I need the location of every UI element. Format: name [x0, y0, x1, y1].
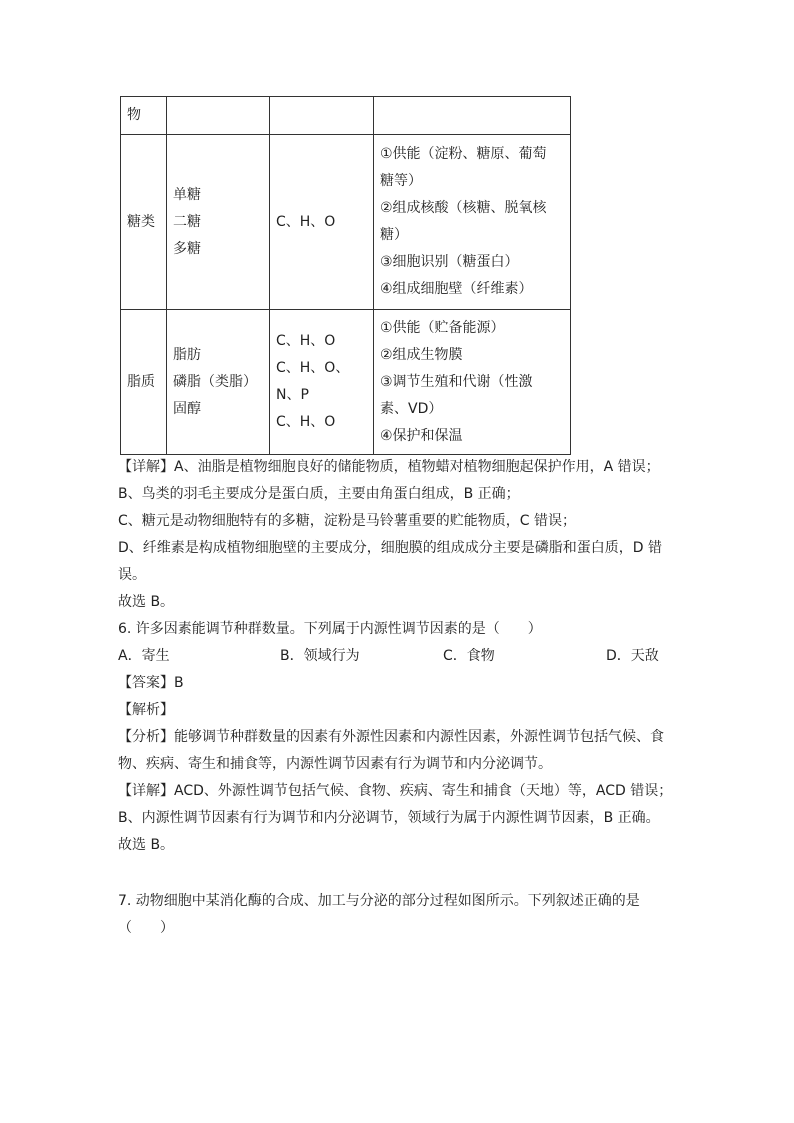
function-item: 糖） [380, 227, 408, 243]
function-item: ③细胞识别（糖蛋白） [380, 254, 519, 270]
organic-compounds-table [120, 96, 571, 455]
detail-line: B、内源性调节因素有行为调节和内分泌调节，领域行为属于内源性调节因素，B 正确。 [118, 810, 660, 826]
table-cell-category: 脂质 [121, 310, 167, 455]
function-item: 素、VD） [380, 400, 443, 417]
function-item: 糖等） [380, 173, 422, 189]
function-item: ②组成核酸（核糖、脱氧核 [380, 200, 547, 216]
q5-detail-line: C、糖元是动物细胞特有的多糖，淀粉是马铃薯重要的贮能物质，C 错误； [118, 513, 576, 529]
option-a[interactable]: A．寄生 [118, 648, 170, 664]
function-item: ②组成生物膜 [380, 346, 463, 363]
q7-section [118, 888, 678, 942]
q7-stem: 7. 动物细胞中某消化酶的合成、加工与分泌的部分过程如图所示。下列叙述正确的是 [118, 893, 640, 909]
table-cell [270, 97, 374, 135]
table-row [121, 97, 571, 135]
table-cell-elements [270, 310, 374, 455]
q6-conclusion: 故选 B。 [118, 837, 175, 853]
fenxi-text: 能够调节种群数量的因素有外源性因素和内源性因素，外源性调节包括气候、食 [174, 729, 664, 745]
element-item: N、P [276, 387, 309, 403]
type-item: 磷脂（类脂） [173, 373, 257, 390]
function-item: ①供能（淀粉、糖原、葡萄 [380, 146, 547, 162]
option-b[interactable]: B．领域行为 [280, 648, 360, 664]
table-cell-functions [374, 310, 571, 455]
option-d[interactable]: D．天敌 [606, 648, 659, 664]
table-row-lipid [121, 310, 571, 455]
q5-detail-line: B、鸟类的羽毛主要成分是蛋白质，主要由角蛋白组成，B 正确； [118, 486, 520, 502]
answer-tag: 【答案】 [118, 675, 174, 691]
table-cell: 物 [121, 97, 167, 135]
detail-tag: 【详解】 [118, 783, 174, 799]
function-item: ④保护和保温 [380, 427, 463, 444]
detail-text: ACD、外源性调节包括气候、食物、疾病、寄生和捕食（天地）等，ACD 错误； [174, 783, 673, 799]
q5-detail-line: D、纤维素是构成植物细胞壁的主要成分，细胞膜的组成成分主要是磷脂和蛋白质，D 错 [118, 540, 663, 556]
detail-line [118, 778, 678, 805]
table-cell [167, 97, 270, 135]
q6-solution-section [118, 670, 678, 859]
detail-tag: 【详解】 [118, 459, 174, 475]
function-item: ④组成细胞壁（纤维素） [380, 281, 533, 297]
table-row-sugar [121, 135, 571, 310]
q6-options [118, 643, 678, 670]
table-cell-types [167, 135, 270, 310]
table-cell [374, 97, 571, 135]
table-cell-elements: C、H、O [270, 135, 374, 310]
fenxi-tag: 【分析】 [118, 729, 174, 745]
function-item: ③调节生殖和代谢（性激 [380, 373, 533, 390]
fenxi-line [118, 724, 678, 751]
type-item: 脂肪 [173, 346, 201, 363]
q6-stem: 6. 许多因素能调节种群数量。下列属于内源性调节因素的是（ ） [118, 621, 542, 637]
option-c[interactable]: C．食物 [443, 648, 495, 664]
type-item: 固醇 [173, 400, 201, 417]
q5-detail-line: 误。 [118, 567, 146, 583]
q5-conclusion: 故选 B。 [118, 594, 175, 610]
q5-detail-section [118, 454, 678, 643]
table-cell-types [167, 310, 270, 455]
type-item: 单糖 [173, 186, 201, 203]
element-item: C、H、O、 [276, 360, 350, 376]
function-item: ①供能（贮备能源） [380, 319, 505, 336]
table-cell-functions [374, 135, 571, 310]
analysis-tag: 【解析】 [118, 702, 174, 718]
q7-stem-cont: （ ） [118, 920, 174, 936]
element-item: C、H、O [276, 414, 336, 430]
answer-value: B [174, 675, 184, 691]
element-item: C、H、O [276, 333, 336, 349]
type-item: 多糖 [173, 240, 201, 257]
q5-detail-line [118, 454, 678, 481]
type-item: 二糖 [173, 213, 201, 230]
detail-text: A、油脂是植物细胞良好的储能物质，植物蜡对植物细胞起保护作用，A 错误； [174, 459, 660, 475]
answer-line [118, 670, 678, 697]
table-cell-category: 糖类 [121, 135, 167, 310]
fenxi-line: 物、疾病、寄生和捕食等，内源性调节因素有行为调节和内分泌调节。 [118, 756, 552, 772]
